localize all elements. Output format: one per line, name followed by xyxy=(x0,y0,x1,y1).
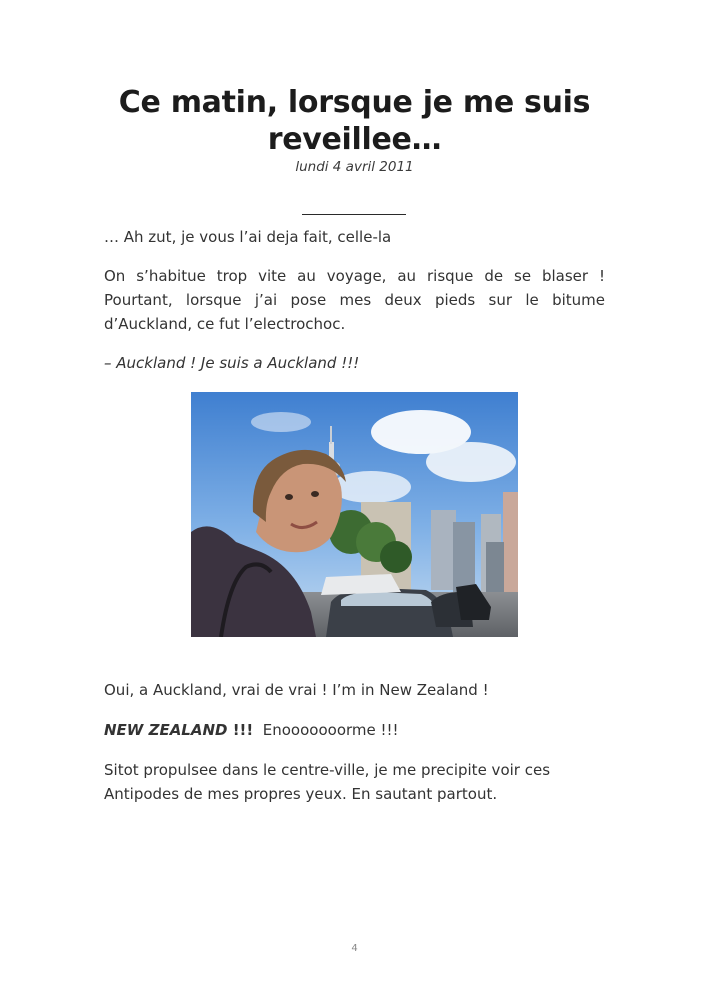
post-title: Ce matin, lorsque je me suis reveillee… xyxy=(118,85,591,157)
title-separator xyxy=(302,214,406,215)
paragraph-quote: – Auckland ! Je suis a Auckland !!! xyxy=(104,354,360,372)
post-date: lundi 4 avril 2011 xyxy=(295,159,414,175)
nz-emphasis: NEW ZEALAND xyxy=(104,721,228,739)
nz-enorme-text: Enooooooorme !!! xyxy=(253,721,399,739)
paragraph-habit: On s’habitue trop vite au voyage, au risque de se blaser ! Pourtant, lorsque j’ai pose mes deux pieds sur le bitume d’Auckland, ce fut l’electrochoc. xyxy=(104,267,605,333)
auckland-selfie-photo xyxy=(191,392,518,637)
paragraph-enorme xyxy=(104,718,605,742)
page-number: 4 xyxy=(351,943,358,954)
paragraph-closing: Sitot propulsee dans le centre-ville, je me precipite voir ces Antipodes de mes propres yeux. En sautant partout. xyxy=(104,761,551,803)
paragraph-new-zealand: Oui, a Auckland, vrai de vrai ! I’m in New Zealand ! xyxy=(104,681,489,699)
paragraph-intro: … Ah zut, je vous l’ai deja fait, celle-la xyxy=(104,228,392,246)
nz-exclamation: !!! xyxy=(227,721,254,739)
